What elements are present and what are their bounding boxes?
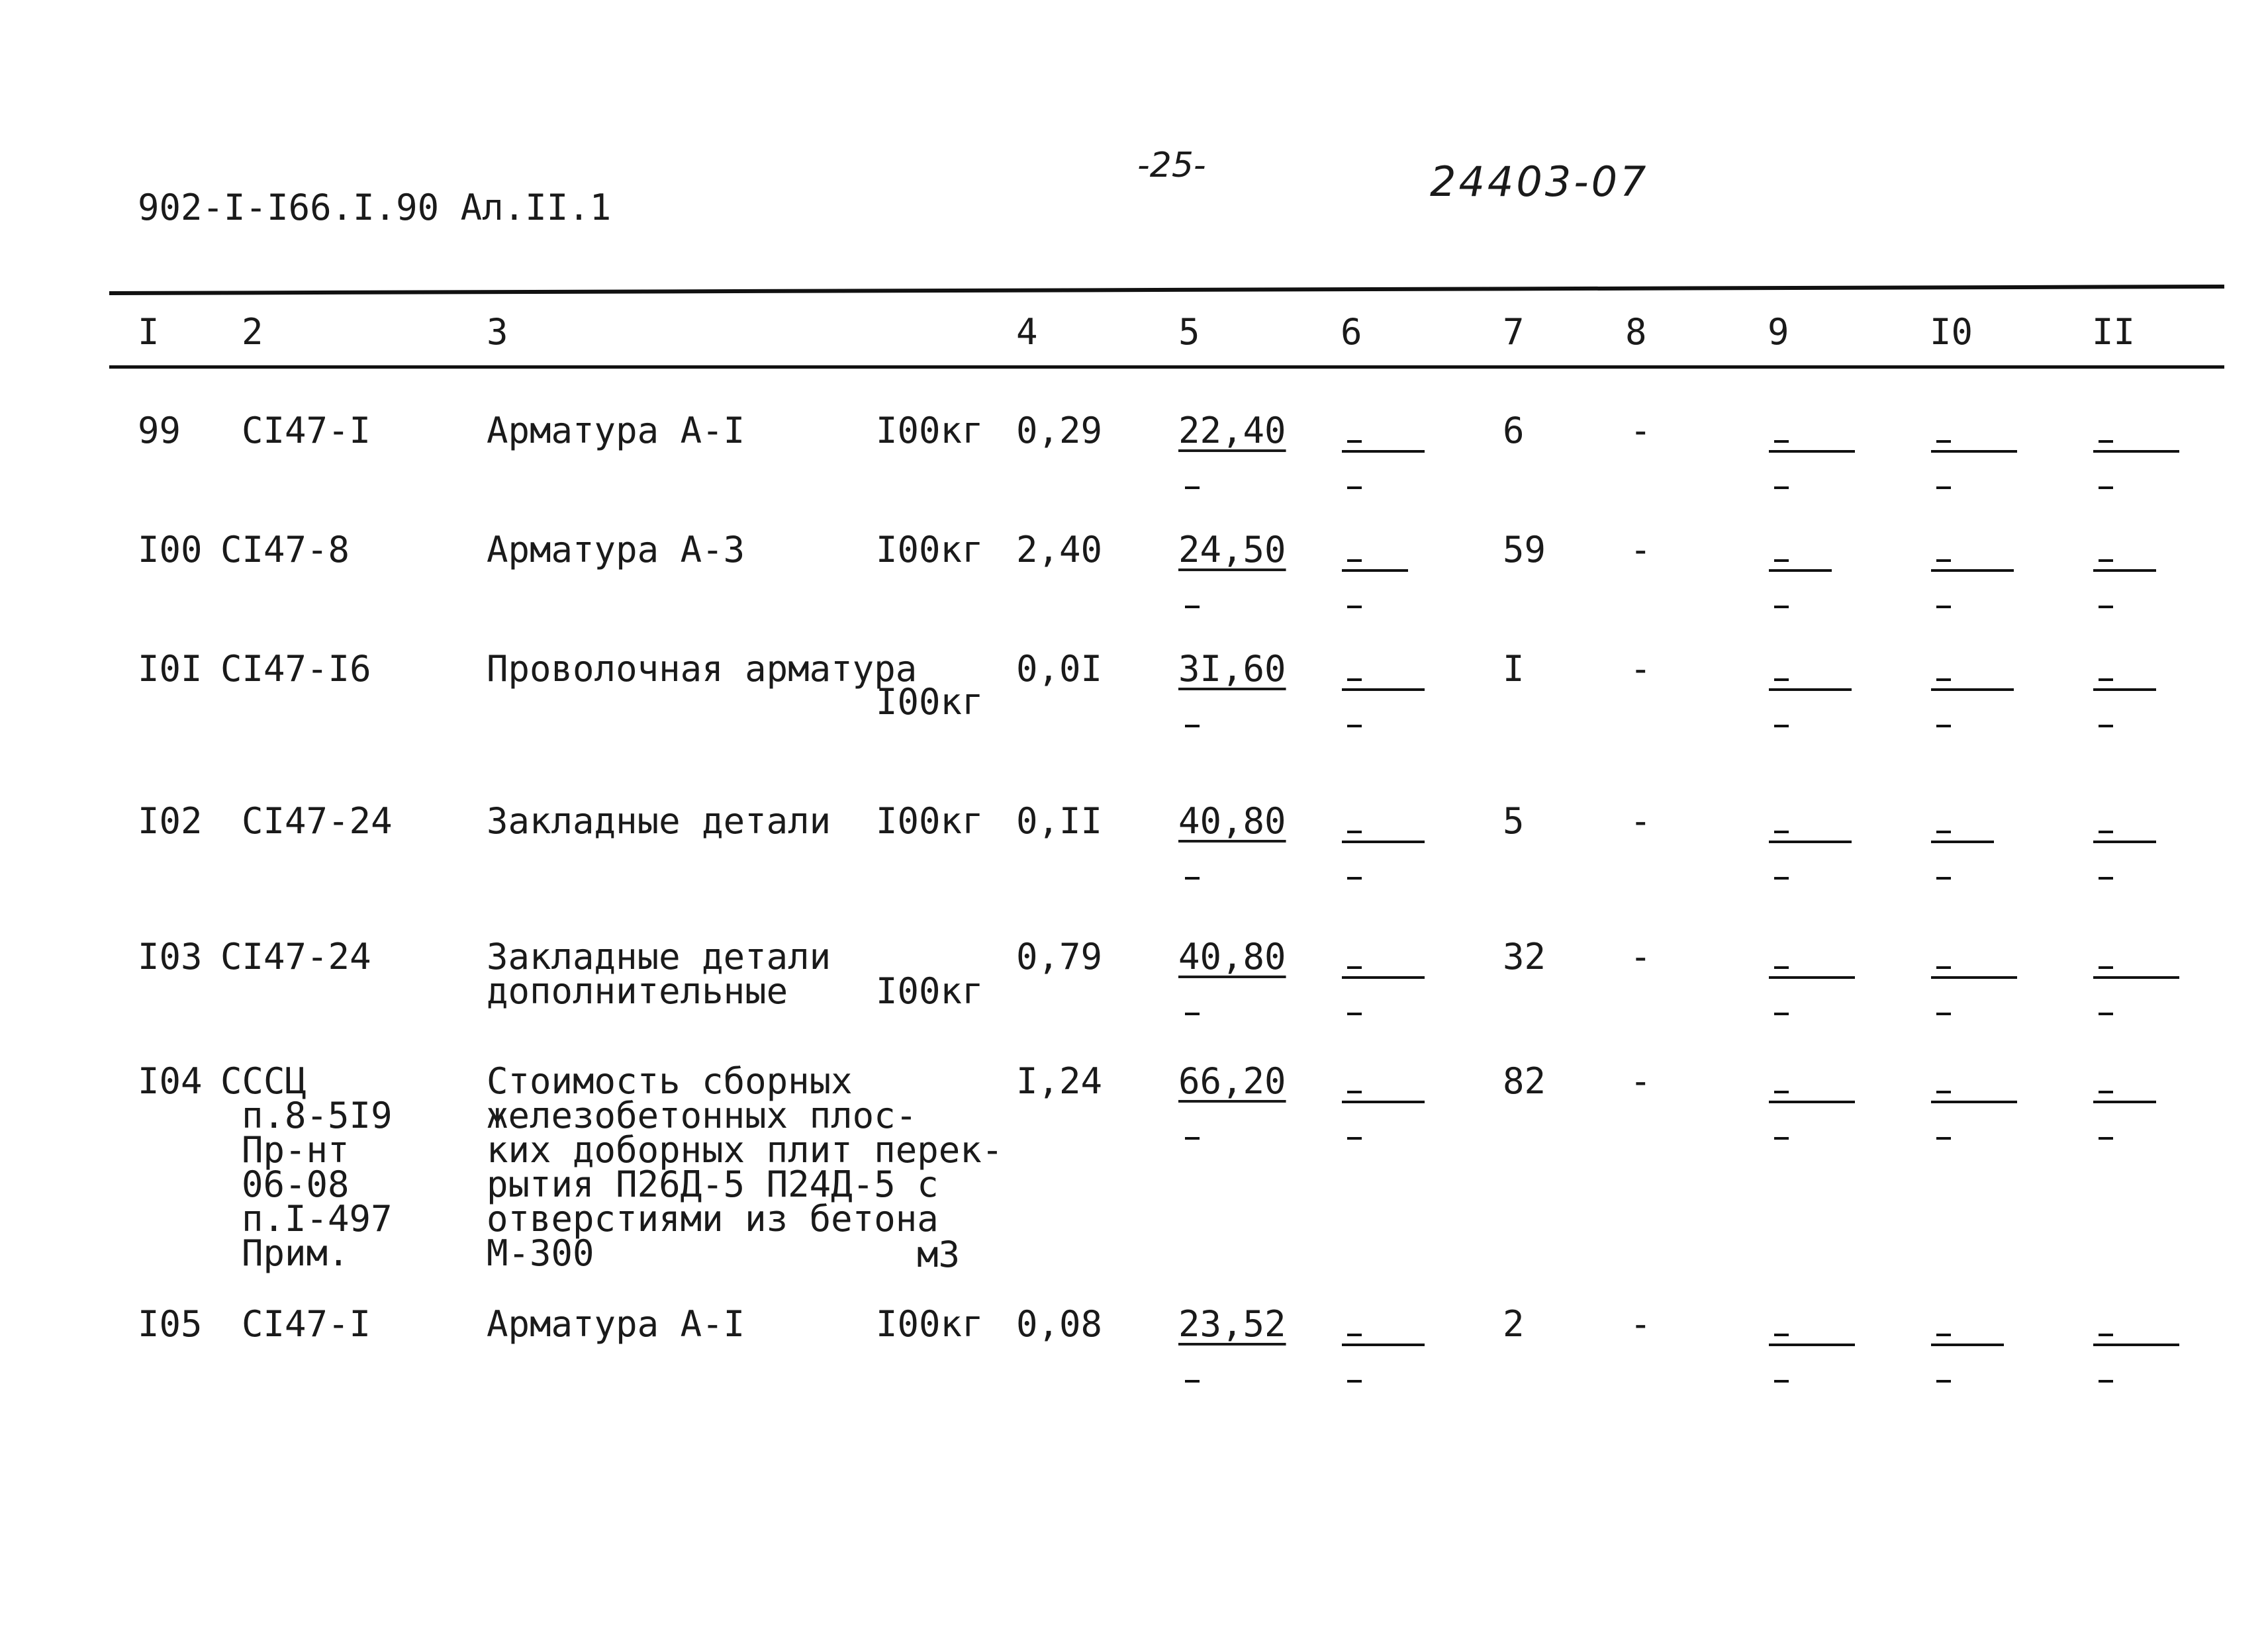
empty-mark <box>2099 725 2113 727</box>
empty-mark <box>1347 1013 1362 1015</box>
unit-price: 40,80 <box>1178 800 1286 842</box>
empty-underline <box>1931 841 1994 843</box>
table-top-rule <box>109 285 2224 295</box>
work-description: Арматура А-3 <box>487 529 745 570</box>
work-description: Закладные детали <box>487 936 831 978</box>
unit: I00кг <box>876 1303 984 1345</box>
empty-mark <box>1936 486 1951 489</box>
empty-underline <box>1769 1344 1855 1346</box>
unit-price: 23,52 <box>1178 1303 1286 1345</box>
empty-mark <box>1936 678 1951 681</box>
column-number: 7 <box>1503 311 1525 353</box>
norm-code: Пр-нт <box>242 1129 350 1171</box>
page-number: -25- <box>1137 146 1206 185</box>
empty-mark <box>1774 486 1789 489</box>
empty-mark <box>1347 559 1362 562</box>
row-number: I03 <box>138 936 203 978</box>
work-description: Арматура А-I <box>487 1303 745 1345</box>
empty-mark <box>1936 440 1951 443</box>
empty-mark <box>2099 486 2113 489</box>
empty-mark <box>1347 1334 1362 1336</box>
empty-underline <box>2093 450 2179 453</box>
column-8-value: - <box>1630 410 1652 451</box>
work-description: рытия П26Д-5 П24Д-5 с <box>487 1163 939 1205</box>
column-8-value: - <box>1630 936 1652 978</box>
unit-price: 66,20 <box>1178 1060 1286 1102</box>
empty-mark <box>1347 725 1362 727</box>
document-code: 902-I-I66.I.90 Ал.II.1 <box>138 187 612 228</box>
empty-mark <box>1936 559 1951 562</box>
unit-price: 3I,60 <box>1178 648 1286 690</box>
quantity: 0,79 <box>1016 936 1103 978</box>
unit: I00кг <box>876 410 984 451</box>
row-number: I05 <box>138 1303 203 1345</box>
norm-code: CI47-8 <box>220 529 350 570</box>
work-description: отверстиями из бетона <box>487 1198 939 1240</box>
norm-code: СССЦ <box>220 1060 307 1102</box>
empty-mark <box>1185 486 1200 489</box>
column-number: 9 <box>1768 311 1789 353</box>
column-7-value: 59 <box>1503 529 1546 570</box>
empty-underline <box>2093 1344 2179 1346</box>
unit-price: 40,80 <box>1178 936 1286 978</box>
empty-mark <box>1936 877 1951 880</box>
empty-underline <box>1342 569 1408 572</box>
empty-mark <box>1774 606 1789 608</box>
empty-underline <box>1342 1101 1425 1103</box>
work-description: Закладные детали <box>487 800 831 842</box>
empty-mark <box>1347 831 1362 833</box>
empty-underline <box>1931 569 2014 572</box>
empty-mark <box>2099 831 2113 833</box>
empty-mark <box>2099 1091 2113 1093</box>
work-description: Проволочная арматура <box>487 648 918 690</box>
empty-mark <box>1774 966 1789 969</box>
empty-mark <box>1774 1380 1789 1383</box>
empty-underline <box>1931 688 2014 691</box>
empty-underline <box>1931 1101 2017 1103</box>
empty-mark <box>1774 559 1789 562</box>
empty-mark <box>1347 486 1362 489</box>
work-description: дополнительные <box>487 970 788 1012</box>
empty-mark <box>1936 1137 1951 1140</box>
empty-mark <box>2099 440 2113 443</box>
row-number: I0I <box>138 648 203 690</box>
empty-mark <box>2099 877 2113 880</box>
column-8-value: - <box>1630 800 1652 842</box>
empty-mark <box>1774 831 1789 833</box>
empty-mark <box>1936 966 1951 969</box>
empty-mark <box>2099 1137 2113 1140</box>
empty-underline <box>2093 688 2156 691</box>
empty-mark <box>1347 440 1362 443</box>
unit: I00кг <box>876 529 984 570</box>
empty-mark <box>1185 725 1200 727</box>
unit-price: 22,40 <box>1178 410 1286 451</box>
unit: I00кг <box>876 970 984 1012</box>
empty-mark <box>1185 1013 1200 1015</box>
column-8-value: - <box>1630 529 1652 570</box>
column-number: 5 <box>1178 311 1200 353</box>
quantity: 0,08 <box>1016 1303 1103 1345</box>
empty-mark <box>1774 1334 1789 1336</box>
column-number: 8 <box>1625 311 1647 353</box>
column-8-value: - <box>1630 648 1652 690</box>
empty-mark <box>1936 1013 1951 1015</box>
empty-underline <box>1769 841 1852 843</box>
empty-mark <box>2099 1013 2113 1015</box>
empty-mark <box>2099 1334 2113 1336</box>
unit: м3 <box>917 1234 961 1275</box>
quantity: 2,40 <box>1016 529 1103 570</box>
empty-underline <box>1342 976 1425 979</box>
empty-mark <box>1774 877 1789 880</box>
empty-underline <box>1342 841 1425 843</box>
unit: I00кг <box>876 681 984 723</box>
column-7-value: 6 <box>1503 410 1525 451</box>
row-number: I02 <box>138 800 203 842</box>
norm-code: п.I-497 <box>242 1198 393 1240</box>
work-description: Стоимость сборных <box>487 1060 853 1102</box>
empty-mark <box>1936 831 1951 833</box>
empty-underline <box>2093 841 2156 843</box>
empty-mark <box>1185 606 1200 608</box>
column-8-value: - <box>1630 1303 1652 1345</box>
empty-underline <box>1769 1101 1855 1103</box>
document-id: 24403-07 <box>1430 158 1649 206</box>
empty-mark <box>1347 877 1362 880</box>
empty-mark <box>1774 725 1789 727</box>
quantity: 0,II <box>1016 800 1103 842</box>
empty-underline <box>1931 1344 2004 1346</box>
empty-underline <box>1342 450 1425 453</box>
empty-mark <box>1185 1137 1200 1140</box>
column-8-value: - <box>1630 1060 1652 1102</box>
empty-mark <box>1774 1137 1789 1140</box>
empty-mark <box>2099 1380 2113 1383</box>
empty-mark <box>2099 559 2113 562</box>
unit: I00кг <box>876 800 984 842</box>
quantity: I,24 <box>1016 1060 1103 1102</box>
empty-mark <box>1347 966 1362 969</box>
column-number: I <box>138 311 160 353</box>
empty-mark <box>1774 1091 1789 1093</box>
norm-code: CI47-24 <box>220 936 371 978</box>
empty-mark <box>1347 1091 1362 1093</box>
column-7-value: I <box>1503 648 1525 690</box>
work-description: М-300 <box>487 1232 594 1274</box>
column-7-value: 5 <box>1503 800 1525 842</box>
empty-mark <box>1936 1334 1951 1336</box>
empty-mark <box>1347 606 1362 608</box>
empty-underline <box>1769 450 1855 453</box>
empty-mark <box>1347 1137 1362 1140</box>
quantity: 0,0I <box>1016 648 1103 690</box>
norm-code: CI47-I6 <box>220 648 371 690</box>
empty-mark <box>1936 725 1951 727</box>
empty-mark <box>1936 1091 1951 1093</box>
empty-underline <box>1769 976 1855 979</box>
empty-underline <box>2093 976 2179 979</box>
empty-mark <box>1185 877 1200 880</box>
work-description: ких доборных плит перек- <box>487 1129 1004 1171</box>
column-number: I0 <box>1930 311 1973 353</box>
row-number: I04 <box>138 1060 203 1102</box>
quantity: 0,29 <box>1016 410 1103 451</box>
empty-mark <box>1185 1380 1200 1383</box>
norm-code: п.8-5I9 <box>242 1095 393 1136</box>
column-7-value: 82 <box>1503 1060 1546 1102</box>
norm-code: CI47-24 <box>242 800 393 842</box>
column-7-value: 2 <box>1503 1303 1525 1345</box>
table-header-rule <box>109 365 2224 369</box>
empty-mark <box>1774 678 1789 681</box>
norm-code: CI47-I <box>242 1303 371 1345</box>
column-number: 3 <box>487 311 508 353</box>
norm-code: Прим. <box>242 1232 350 1274</box>
empty-mark <box>1774 1013 1789 1015</box>
empty-underline <box>1769 688 1852 691</box>
row-number: 99 <box>138 410 181 451</box>
unit-price: 24,50 <box>1178 529 1286 570</box>
row-number: I00 <box>138 529 203 570</box>
empty-underline <box>2093 1101 2156 1103</box>
empty-underline <box>1931 450 2017 453</box>
empty-underline <box>1931 976 2017 979</box>
empty-mark <box>1936 1380 1951 1383</box>
empty-mark <box>2099 966 2113 969</box>
norm-code: CI47-I <box>242 410 371 451</box>
empty-underline <box>1769 569 1832 572</box>
column-number: 2 <box>242 311 263 353</box>
empty-underline <box>1342 688 1425 691</box>
column-7-value: 32 <box>1503 936 1546 978</box>
column-number: 6 <box>1341 311 1362 353</box>
empty-mark <box>2099 678 2113 681</box>
norm-code: 06-08 <box>242 1163 350 1205</box>
empty-mark <box>1774 440 1789 443</box>
empty-underline <box>1342 1344 1425 1346</box>
empty-underline <box>2093 569 2156 572</box>
column-number: II <box>2092 311 2136 353</box>
empty-mark <box>2099 606 2113 608</box>
empty-mark <box>1936 606 1951 608</box>
work-description: железобетонных плос- <box>487 1095 918 1136</box>
empty-mark <box>1347 1380 1362 1383</box>
column-number: 4 <box>1016 311 1038 353</box>
work-description: Арматура А-I <box>487 410 745 451</box>
empty-mark <box>1347 678 1362 681</box>
